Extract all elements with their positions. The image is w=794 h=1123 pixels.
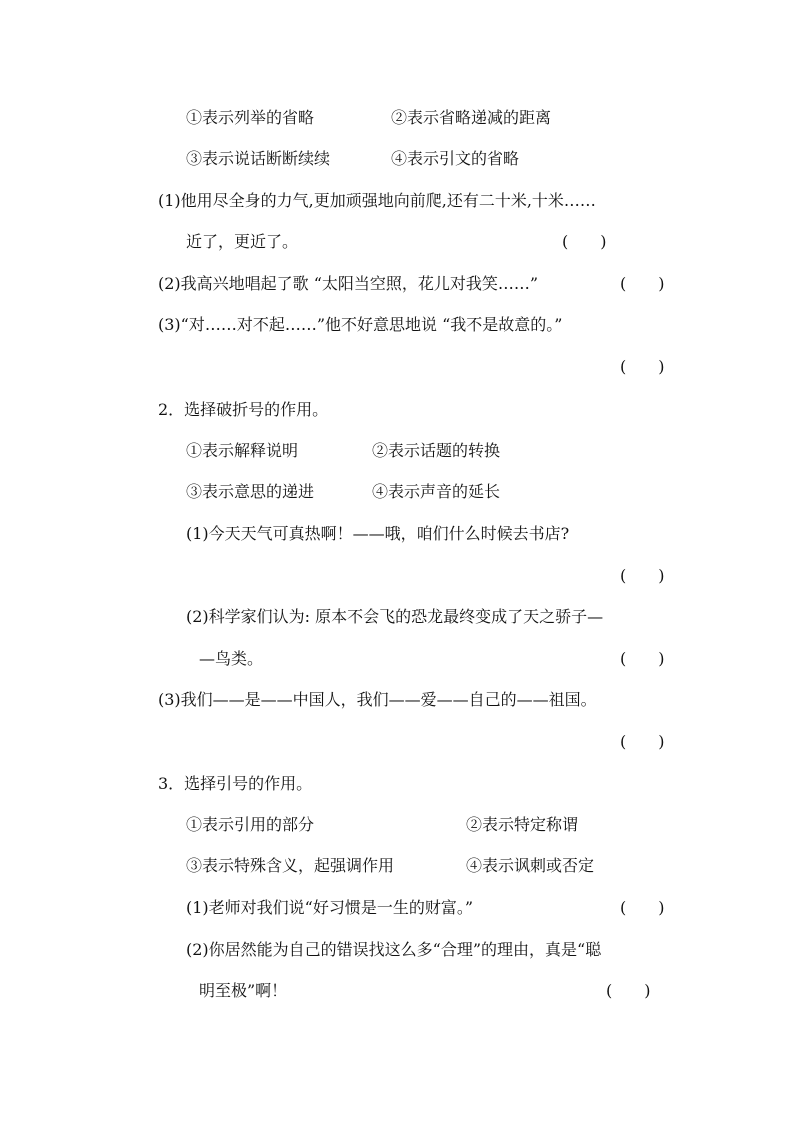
option-3-3: ③表示特殊含义，起强调作用 [186, 856, 395, 875]
question-2-3: (3)我们——是——中国人，我们——爱——自己的——祖国。 [158, 690, 597, 709]
question-2-2-line1: (2)科学家们认为: 原本不会飞的恐龙最终变成了天之骄子— [186, 607, 604, 626]
answer-blank-1-1[interactable]: ( ) [562, 232, 607, 251]
question-3-2-line2: 明至极”啊！ [199, 981, 288, 1000]
answer-blank-1-2[interactable]: ( ) [620, 274, 665, 293]
question-2-2-line2: —鸟类。 [199, 649, 264, 668]
option-2-2: ②表示话题的转换 [372, 441, 501, 460]
question-2-1: (1)今天天气可真热啊！——哦，咱们什么时候去书店? [186, 524, 570, 543]
section-2-title: 2．选择破折号的作用。 [158, 400, 329, 419]
option-1-2: ②表示省略递减的距离 [391, 108, 552, 127]
answer-blank-2-1[interactable]: ( ) [620, 566, 665, 585]
option-3-4: ④表示讽刺或否定 [466, 856, 595, 875]
question-1-3: (3)“对……对不起……”他不好意思地说 “我不是故意的。” [158, 315, 563, 334]
option-1-3: ③表示说话断断续续 [186, 149, 331, 168]
option-1-4: ④表示引文的省略 [391, 149, 520, 168]
answer-blank-2-2[interactable]: ( ) [620, 649, 665, 668]
question-1-1-line1: (1)他用尽全身的力气,更加顽强地向前爬,还有二十米,十米…… [158, 191, 596, 210]
option-2-1: ①表示解释说明 [186, 441, 299, 460]
answer-blank-2-3[interactable]: ( ) [620, 732, 665, 751]
option-2-4: ④表示声音的延长 [372, 482, 501, 501]
answer-blank-1-3[interactable]: ( ) [620, 357, 665, 376]
section-3-title: 3．选择引号的作用。 [158, 774, 313, 793]
question-3-1: (1)老师对我们说“好习惯是一生的财富。” [186, 898, 474, 917]
question-1-1-line2: 近了，更近了。 [186, 232, 299, 251]
option-2-3: ③表示意思的递进 [186, 482, 315, 501]
answer-blank-3-2[interactable]: ( ) [606, 981, 651, 1000]
option-3-2: ②表示特定称谓 [466, 815, 579, 834]
answer-blank-3-1[interactable]: ( ) [620, 898, 665, 917]
option-3-1: ①表示引用的部分 [186, 815, 315, 834]
option-1-1: ①表示列举的省略 [186, 108, 315, 127]
question-3-2-line1: (2)你居然能为自己的错误找这么多“合理”的理由，真是“聪 [186, 940, 602, 959]
question-1-2: (2)我高兴地唱起了歌 “太阳当空照，花儿对我笑……” [158, 274, 539, 293]
